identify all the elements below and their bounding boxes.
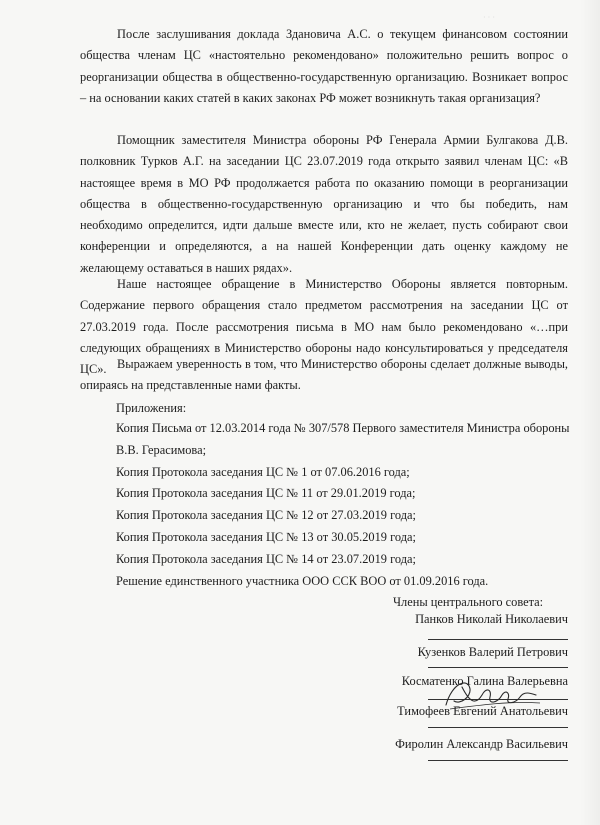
member-name: Кузенков Валерий Петрович bbox=[417, 645, 568, 659]
paragraph-confidence: Выражаем уверенность в том, что Министерство обороны сделает должные выводы, опираясь на представленные нами факты. bbox=[80, 357, 568, 393]
paragraph-repeated-appeal: Наше настоящее обращение в Министерство Обороны является повторным. Содержание первого обращения стало предметом рассмотрения на заседании ЦС от 27.03.2019 года. После рассмотрения письма в МО нам было рекомендовано «…при следующих обращениях в Министерство обороны надо консультироваться у председателя ЦС». bbox=[80, 277, 568, 377]
signature-line bbox=[428, 760, 568, 761]
signatures-heading: Члены центрального совета: bbox=[393, 595, 544, 609]
attachment-item: Решение единственного участника ООО ССК ВОО от 01.09.2016 года. bbox=[116, 574, 489, 588]
attachment-item: Копия Протокола заседания ЦС № 14 от 23.07.2019 года; bbox=[116, 552, 416, 566]
signature-line bbox=[428, 639, 568, 640]
scan-artifact: · · · bbox=[483, 13, 495, 22]
attachment-item: В.В. Герасимова; bbox=[116, 443, 207, 457]
member-name: Косматенко Галина Валерьевна bbox=[401, 674, 568, 688]
scan-edge-shadow bbox=[580, 0, 600, 825]
member-name: Фиролин Александр Васильевич bbox=[395, 737, 568, 751]
paragraph-reorganization: После заслушивания доклада Здановича А.С. о текущем финансовом состоянии общества членам ЦС «настоятельно рекомендовано» положительно решить вопрос о реорганизации общества в общественно-государственную организацию. Возникает вопрос – на основании каких статей в каких законах РФ может возникнуть такая организация? bbox=[80, 27, 568, 105]
attachment-item: Копия Письма от 12.03.2014 года № 307/578 Первого заместителя Министра обороны bbox=[116, 421, 570, 435]
member-name: Тимофеев Евгений Анатольевич bbox=[397, 704, 568, 718]
paragraph-meeting-statement: Помощник заместителя Министра обороны РФ Генерала Армии Булгакова Д.В. полковник Турков А.Г. на заседании ЦС 23.07.2019 года открыто заявил членам ЦС: «В настоящее время в МО РФ продолжается работа по оказанию помощи в реорганизации общества в общественно-государственную организацию и что бы победить, нам необходимо определится, идти дальше вместе или, кто не желает, пусть собирают свои конференции и определяются, а на нашей Конференции дать оценку каждому не желающему оставаться в наших рядах». bbox=[80, 133, 568, 275]
attachment-item: Копия Протокола заседания ЦС № 1 от 07.06.2016 года; bbox=[116, 465, 410, 479]
member-name: Панков Николай Николаевич bbox=[415, 612, 568, 626]
attachments-heading: Приложения: bbox=[116, 401, 187, 415]
attachment-item: Копия Протокола заседания ЦС № 12 от 27.03.2019 года; bbox=[116, 508, 416, 522]
handwritten-signature bbox=[440, 675, 545, 715]
attachment-item: Копия Протокола заседания ЦС № 13 от 30.05.2019 года; bbox=[116, 530, 416, 544]
signature-line bbox=[428, 667, 568, 668]
signature-line bbox=[428, 727, 568, 728]
attachment-item: Копия Протокола заседания ЦС № 11 от 29.01.2019 года; bbox=[116, 486, 416, 500]
